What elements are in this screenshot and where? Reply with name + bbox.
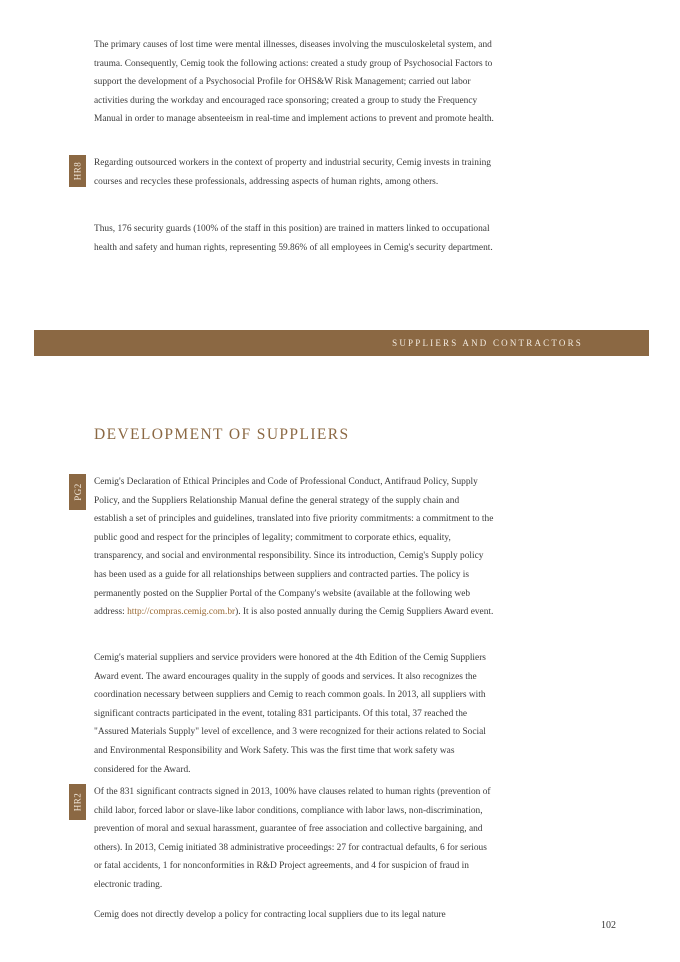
paragraph-outsourced-workers: Regarding outsourced workers in the context of property and industrial security, Cemig invests in training courses and recycles these professionals, addressing aspects of human rights, among others. <box>94 158 491 187</box>
paragraph-suppliers-award: Cemig's material suppliers and service providers were honored at the 4th Edition of the Cemig Suppliers Award event. The award encourages quality in the supply of goods and services. It also recognizes the coordination necessary between suppliers and Cemig to reach common goals. In 2013, all suppliers with significant contracts participated in the event, totaling 831 participants. Of this total, 37 reached the "Assured Materials Supply" level of excellence, and 3 were recognized for their actions related to Social and Environmental Responsibility and Work Safety. This was the first time that work safety was considered for the Award. <box>94 653 486 775</box>
section-band-title: SUPPLIERS AND CONTRACTORS <box>392 338 583 348</box>
hr8-indicator-tag: HR8 <box>69 155 86 187</box>
hr2-indicator-tag: HR2 <box>69 784 86 820</box>
supply-policy-text-end: ). It is also posted annually during the Cemig Suppliers Award event. <box>235 607 494 618</box>
pg2-indicator-tag: PG2 <box>69 474 86 510</box>
supply-policy-text: Cemig's Declaration of Ethical Principles and Code of Professional Conduct, Antifraud Policy, Supply Policy, and the Suppliers Relationship Manual define the general strategy of the supply chain and establish a set of principles and guidelines, translated into five priority commitments: a commitment to the public good and respect for the principles of legality; commitment to corporate ethics, equality, transparency, and social and environmental responsibility. Since its introduction, Cemig's Supply policy has been used as a guide for all relationships between suppliers and contracted parties. The policy is permanently posted on the Supplier Portal of the Company's website (available at the following web address: <box>94 477 494 618</box>
paragraph-supply-policy <box>94 473 494 622</box>
section-heading: DEVELOPMENT OF SUPPLIERS <box>94 426 350 443</box>
paragraph-human-rights-contracts: Of the 831 significant contracts signed in 2013, 100% have clauses related to human rights (prevention of child labor, forced labor or slave-like labor conditions, compliance with labor laws, non-discrimination, prevention of moral and sexual harassment, guarantee of free association and collective bargaining, and others). In 2013, Cemig initiated 38 administrative proceedings: 27 for contractual defaults, 6 for serious or fatal accidents, 1 for nonconformities in R&D Project agreements, and 4 for suspicion of fraud in electronic trading. <box>94 787 491 890</box>
section-band <box>34 330 649 356</box>
paragraph-lost-time-causes: The primary causes of lost time were mental illnesses, diseases involving the musculoskeletal system, and trauma. Consequently, Cemig took the following actions: created a study group of Psychosocial Factors to support the development of a Psychosocial Profile for OHS&W Risk Management; carried out labor activities during the workday and encouraged race sponsoring; created a group to study the Frequency Manual in order to manage absenteeism in real-time and implement actions to prevent and promote health. <box>94 40 494 125</box>
page-number: 102 <box>601 920 616 931</box>
supplier-portal-link[interactable]: http://compras.cemig.com.br <box>127 607 236 618</box>
paragraph-security-guards: Thus, 176 security guards (100% of the staff in this position) are trained in matters linked to occupational health and safety and human rights, representing 59.86% of all employees in Cemig's security department. <box>94 224 493 253</box>
paragraph-local-suppliers: Cemig does not directly develop a policy for contracting local suppliers due to its legal nature <box>94 910 446 920</box>
